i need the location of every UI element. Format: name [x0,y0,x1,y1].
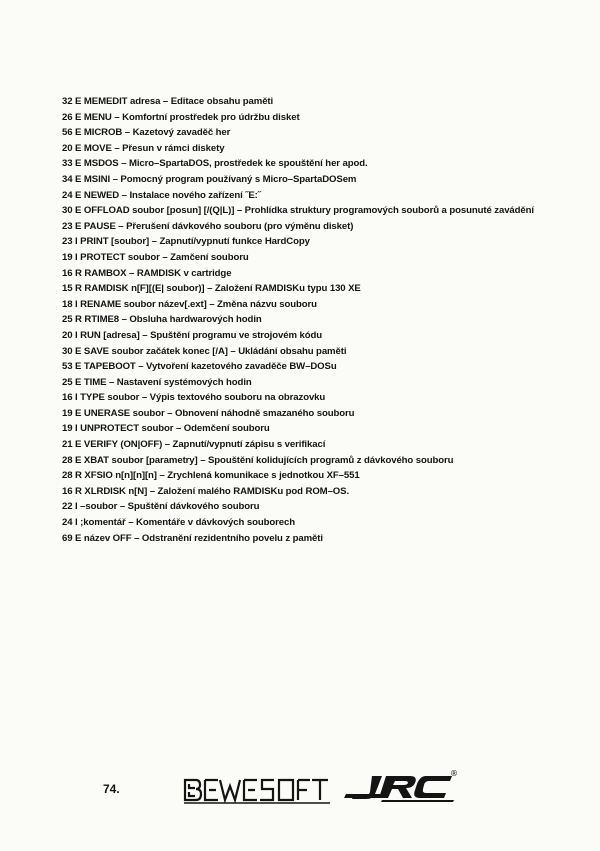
command-line: 23 E PAUSE – Přerušení dávkového souboru (pro výměnu disket) [62,220,354,232]
command-line: 56 E MICROB – Kazetový zavaděč her [62,127,231,139]
command-line: 24 I ;komentář – Komentáře v dávkových souborech [62,517,295,529]
command-line: 30 E SAVE soubor začátek konec [/A] – Ukládání obsahu paměti [62,345,347,357]
command-line: 24 E NEWED – Instalace nového zařízení ˝E:˝ [62,189,261,201]
command-line: 25 R RTIME8 – Obsluha hardwarových hodin [62,314,262,326]
page-footer [0,760,600,820]
command-line: 25 E TIME – Nastavení systémových hodin [62,376,252,388]
jrc-logo [342,768,458,804]
command-line: 69 E název OFF – Odstranění rezidentního povelu z paměti [62,532,323,544]
command-list [62,94,592,546]
command-line: 34 E MSINI – Pomocný program používaný s Micro–SpartaDOSem [62,173,357,185]
command-line: 28 E XBAT soubor [parametry] – Spouštění kolidujících programů z dávkového souboru [62,454,454,466]
command-line: 26 E MENU – Komfortní prostředek pro údržbu disket [62,111,300,123]
command-line: 22 I –soubor – Spuštění dávkového souboru [62,501,260,513]
registered-mark: ® [450,769,458,778]
command-line: 53 E TAPEBOOT – Vytvoření kazetového zavaděče BW–DOSu [62,361,337,373]
command-line: 19 I UNPROTECT soubor – Odemčení souboru [62,423,270,435]
command-line: 16 I TYPE soubor – Výpis textového souboru na obrazovku [62,392,326,404]
page-number: 74. [103,782,120,796]
command-line: 20 I RUN [adresa] – Spuštění programu ve strojovém kódu [62,329,322,341]
command-line: 28 R XFSIO n[n][n][n] – Zrychlená komunikace s jednotkou XF–551 [62,470,360,482]
bewesoft-logo [182,772,332,806]
command-line: 21 E VERIFY (ON|OFF) – Zapnutí/vypnutí zápisu s verifikací [62,439,326,451]
command-line: 15 R RAMDISK n[F][(E| soubor)] – Založení RAMDISKu typu 130 XE [62,283,361,295]
command-line: 30 E OFFLOAD soubor [posun] [/(Q|L)] – Prohlídka struktury programových souborů a posunuté zavádění [62,205,534,217]
command-line: 23 I PRINT [soubor] – Zapnutí/vypnutí funkce HardCopy [62,236,310,248]
command-line: 32 E MEMEDIT adresa – Editace obsahu paměti [62,96,274,107]
command-line: 16 R RAMBOX – RAMDISK v cartridge [62,267,232,279]
command-line: 18 I RENAME soubor název[.ext] – Změna názvu souboru [62,298,317,310]
command-line: 33 E MSDOS – Micro–SpartaDOS, prostředek ke spouštění her apod. [62,158,368,170]
command-line: 19 E UNERASE soubor – Obnovení náhodně smazaného souboru [62,407,355,419]
command-line: 20 E MOVE – Přesun v rámci diskety [62,142,225,154]
command-line: 16 R XLRDISK n[N] – Založení malého RAMDISKu pod ROM–OS. [62,485,350,497]
command-line: 19 I PROTECT soubor – Zamčení souboru [62,251,249,263]
